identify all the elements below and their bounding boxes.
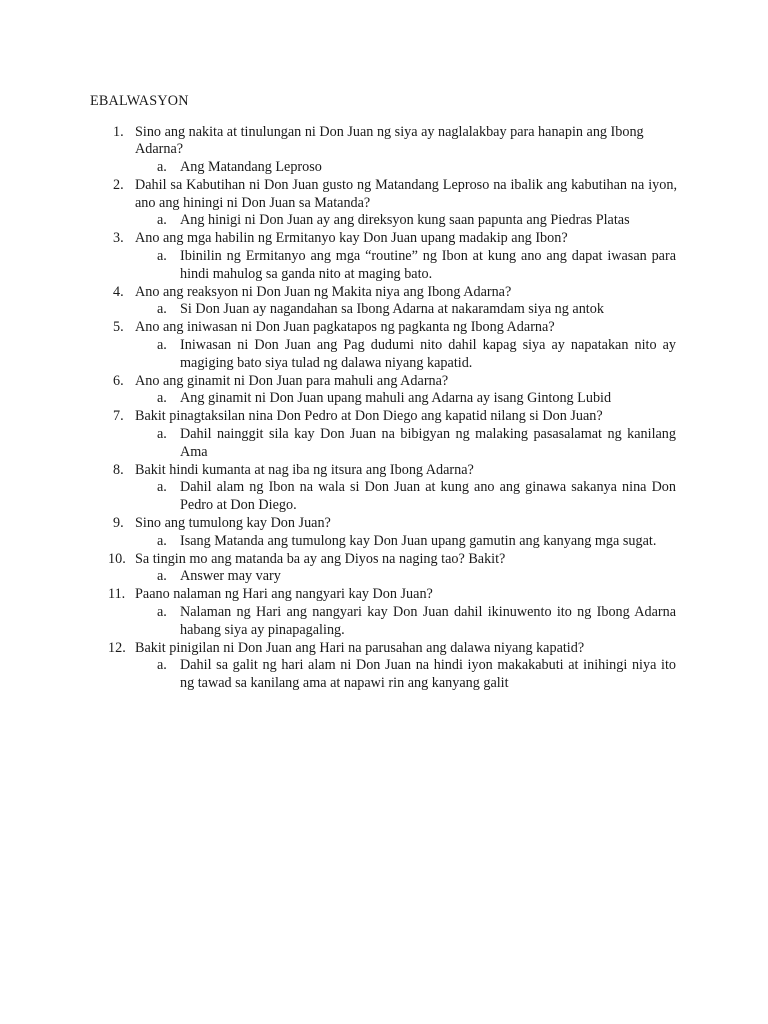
- question-item: [90, 462, 690, 480]
- question-item: [90, 177, 690, 213]
- question-number: 12.: [108, 639, 126, 656]
- page-title: EBALWASYON: [90, 93, 189, 109]
- question-item: [90, 586, 690, 604]
- question-text: Ano ang mga habilin ng Ermitanyo kay Don Juan upang madakip ang Ibon?: [135, 230, 568, 247]
- question-text: Sino ang nakita at tinulungan ni Don Juan ng siya ay naglalakbay para hanapin ang Ibong Adarna?: [135, 123, 644, 158]
- answer-item: [90, 337, 690, 373]
- question-text: Ano ang iniwasan ni Don Juan pagkatapos ng pagkanta ng Ibong Adarna?: [135, 319, 555, 336]
- question-number: 2.: [113, 176, 124, 193]
- answer-item: [90, 159, 690, 177]
- answer-text: Iniwasan ni Don Juan ang Pag dudumi nito dahil kapag siya ay napatakan nito ay magiging bato siya tulad ng dalawa niyang kapatid.: [180, 337, 676, 371]
- answer-letter: a.: [157, 568, 167, 585]
- answer-item: [90, 533, 690, 551]
- answer-text: Dahil sa galit ng hari alam ni Don Juan na hindi iyon makakabuti at inihingi niya ito ng tawad sa kanilang ama at napawi rin ang kanyang galit: [180, 657, 676, 692]
- answer-letter: a.: [157, 159, 167, 176]
- question-text: Sino ang tumulong kay Don Juan?: [135, 515, 331, 532]
- answer-item: [90, 657, 690, 693]
- question-text: Paano nalaman ng Hari ang nangyari kay Don Juan?: [135, 586, 433, 603]
- question-text: Sa tingin mo ang matanda ba ay ang Diyos na naging tao? Bakit?: [135, 550, 506, 567]
- question-text: Bakit pinigilan ni Don Juan ang Hari na parusahan ang dalawa niyang kapatid?: [135, 639, 585, 656]
- question-text: Ano ang reaksyon ni Don Juan ng Makita niya ang Ibong Adarna?: [135, 283, 512, 300]
- question-number: 5.: [113, 319, 124, 336]
- answer-letter: a.: [157, 604, 167, 621]
- question-item: [90, 319, 690, 337]
- answer-letter: a.: [157, 301, 167, 318]
- answer-letter: a.: [157, 532, 167, 549]
- answer-item: [90, 390, 690, 408]
- answer-text: Si Don Juan ay nagandahan sa Ibong Adarna at nakaramdam siya ng antok: [180, 301, 604, 318]
- question-number: 4.: [113, 283, 124, 300]
- question-number: 8.: [113, 461, 124, 478]
- answer-text: Dahil nainggit sila kay Don Juan na bibigyan ng malaking pasasalamat ng kanilang Ama: [180, 426, 676, 460]
- answer-text: Ang hinigi ni Don Juan ay ang direksyon kung saan papunta ang Piedras Platas: [180, 212, 630, 229]
- answer-item: [90, 301, 690, 319]
- question-item: [90, 408, 690, 426]
- answer-item: [90, 604, 690, 640]
- answer-letter: a.: [157, 390, 167, 407]
- answer-text: Nalaman ng Hari ang nangyari kay Don Juan dahil ikinuwento ito ng Ibong Adarna habang siya ay pinapagaling.: [180, 604, 676, 638]
- question-number: 3.: [113, 230, 124, 247]
- answer-letter: a.: [157, 248, 167, 265]
- answer-letter: a.: [157, 657, 167, 674]
- answer-letter: a.: [157, 426, 167, 443]
- question-item: [90, 230, 690, 248]
- question-number: 11.: [108, 586, 126, 603]
- question-text: Bakit hindi kumanta at nag iba ng itsura ang Ibong Adarna?: [135, 461, 474, 478]
- question-text: Dahil sa Kabutihan ni Don Juan gusto ng Matandang Leproso na ibalik ang kabutihan na iyon, ano ang hiningi ni Don Juan sa Matanda?: [135, 176, 677, 211]
- question-number: 7.: [113, 408, 124, 425]
- question-item: [90, 284, 690, 302]
- answer-text: Ibinilin ng Ermitanyo ang mga “routine” ng Ibon at kung ano ang dapat iwasan para hindi mahulog sa ganda nito at maging bato.: [180, 248, 676, 282]
- question-item: [90, 640, 690, 658]
- question-list: [90, 124, 690, 694]
- question-text: Ano ang ginamit ni Don Juan para mahuli ang Adarna?: [135, 372, 449, 389]
- answer-item: [90, 568, 690, 586]
- answer-item: [90, 426, 690, 462]
- question-item: [90, 551, 690, 569]
- question-item: [90, 373, 690, 391]
- question-number: 9.: [113, 515, 124, 532]
- question-number: 1.: [113, 123, 124, 140]
- question-number: 6.: [113, 372, 124, 389]
- answer-item: [90, 212, 690, 230]
- question-item: [90, 515, 690, 533]
- answer-text: Ang Matandang Leproso: [180, 159, 322, 176]
- question-text: Bakit pinagtaksilan nina Don Pedro at Don Diego ang kapatid nilang si Don Juan?: [135, 408, 603, 425]
- answer-text: Ang ginamit ni Don Juan upang mahuli ang Adarna ay isang Gintong Lubid: [180, 390, 612, 407]
- answer-letter: a.: [157, 212, 167, 229]
- answer-text: Isang Matanda ang tumulong kay Don Juan upang gamutin ang kanyang mga sugat.: [180, 532, 657, 549]
- answer-letter: a.: [157, 337, 167, 354]
- answer-item: [90, 248, 690, 284]
- question-number: 10.: [108, 550, 126, 567]
- answer-letter: a.: [157, 479, 167, 496]
- question-item: [90, 124, 690, 160]
- answer-text: Dahil alam ng Ibon na wala si Don Juan at kung ano ang ginawa sakanya nina Don Pedro at Don Diego.: [180, 479, 676, 514]
- answer-text: Answer may vary: [180, 568, 281, 585]
- answer-item: [90, 479, 690, 515]
